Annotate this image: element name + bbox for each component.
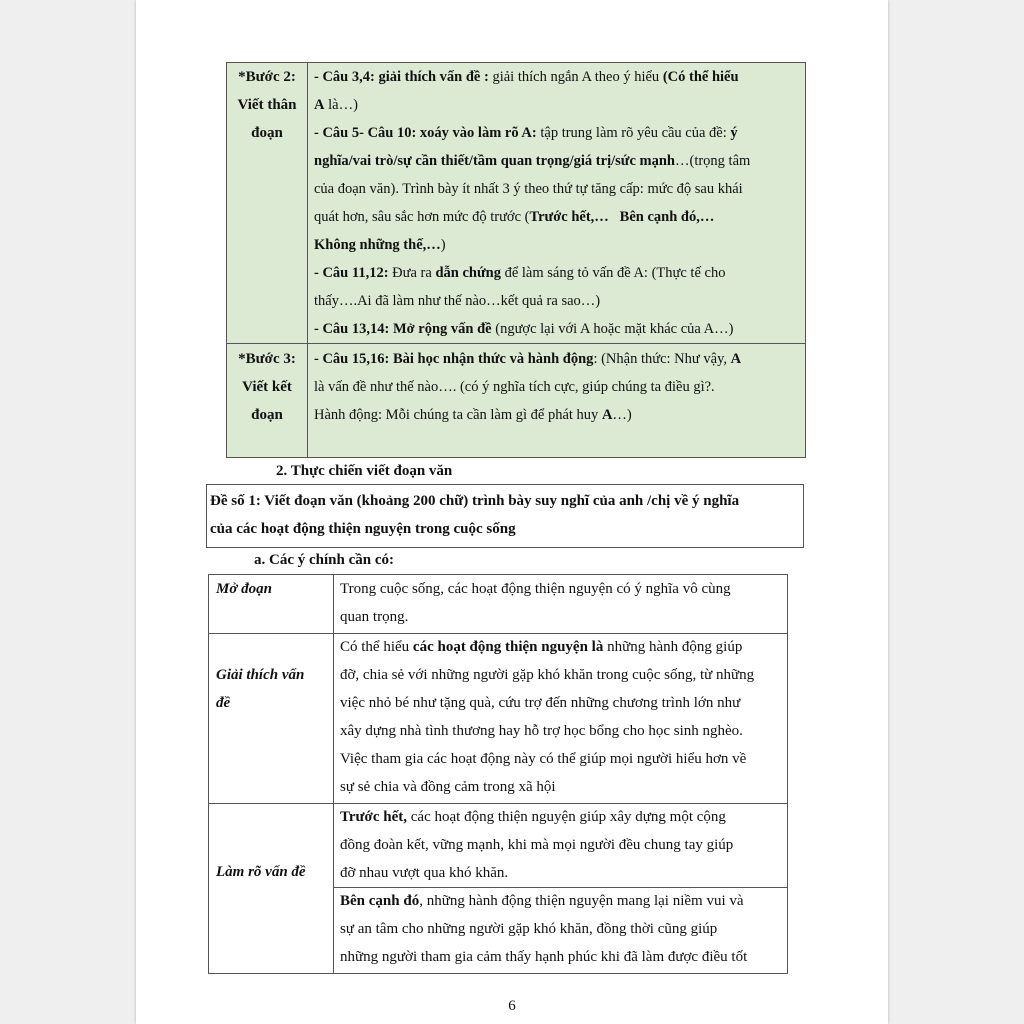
subheading-a: a. Các ý chính cần có: — [254, 552, 394, 568]
step2-content: - Câu 3,4: giải thích vấn đề : giải thích ngắn A theo ý hiểu (Có thể hiểu A là…) - Câu 5- Câu 10: xoáy vào làm rõ A: tập trung làm rõ yêu cầu của đề: ý nghĩa/vai trò/sự cần thiết/tầm quan trọng/giá trị/sức mạnh…(trọng tâm của đoạn văn). Trình bày ít nhất 3 ý theo thứ tự tăng cấp: mức độ sau khái quát hơn, sâu sắc hơn mức độ trước (Trước hết,… Bên cạnh đó,… Không những thế,…) - Câu 11,12: Đưa ra dẫn chứng để làm sáng tỏ vấn đề A: (Thực tế cho thấy….Ai đã làm như thế nào…kết quả ra sao…) - Câu 13,14: Mở rộng vấn đề (ngược lại với A hoặc mặt khác của A…) — [314, 69, 751, 337]
steps-table — [226, 62, 806, 458]
prompt-box: Đề số 1: Viết đoạn văn (khoảng 200 chữ) trình bày suy nghĩ của anh /chị về ý nghĩa của các hoạt động thiện nguyện trong cuộc sống — [206, 484, 804, 548]
step2-label: *Bước 2: Viết thân đoạn — [237, 69, 297, 141]
page-number: 6 — [508, 998, 516, 1014]
row-label-clarify: Làm rõ vấn đề — [216, 864, 306, 880]
ideas-table — [208, 574, 788, 974]
step3-label: *Bước 3: Viết kết đoạn — [238, 351, 296, 423]
row-content-clarify-b: Bên cạnh đó, những hành động thiện nguyện mang lại niềm vui và sự an tâm cho những người gặp khó khăn, đồng thời cũng giúp những người tham gia cảm thấy hạnh phúc khi đã làm được điều tốt — [340, 893, 748, 965]
row-content-intro: Trong cuộc sống, các hoạt động thiện nguyện có ý nghĩa vô cùng quan trọng. — [340, 581, 731, 625]
step3-content: - Câu 15,16: Bài học nhận thức và hành động: (Nhận thức: Như vậy, A là vấn đề như thế nào…. (có ý nghĩa tích cực, giúp chúng ta điều gì?. Hành động: Mỗi chúng ta cần làm gì để phát huy A…) — [314, 351, 742, 423]
row-content-clarify-a: Trước hết, các hoạt động thiện nguyện giúp xây dựng một cộng đồng đoàn kết, vững mạnh, khi mà mọi người đều chung tay giúp đỡ nhau vượt qua khó khăn. — [340, 809, 734, 881]
row-label-explain: Giải thích vấn đề — [216, 667, 305, 711]
row-label-intro: Mở đoạn — [216, 581, 272, 597]
section2-heading: 2. Thực chiến viết đoạn văn — [276, 463, 453, 479]
row-content-explain: Có thể hiểu các hoạt động thiện nguyện là những hành động giúp đỡ, chia sẻ với những người gặp khó khăn trong cuộc sống, từ những việc nhỏ bé như tặng quà, cứu trợ đến những chương trình lớn như xây dựng nhà tình thương hay hỗ trợ học bổng cho học sinh nghèo. Việc tham gia các hoạt động này có thể giúp mọi người hiểu hơn về sự sẻ chia và đồng cảm trong xã hội — [340, 639, 755, 795]
